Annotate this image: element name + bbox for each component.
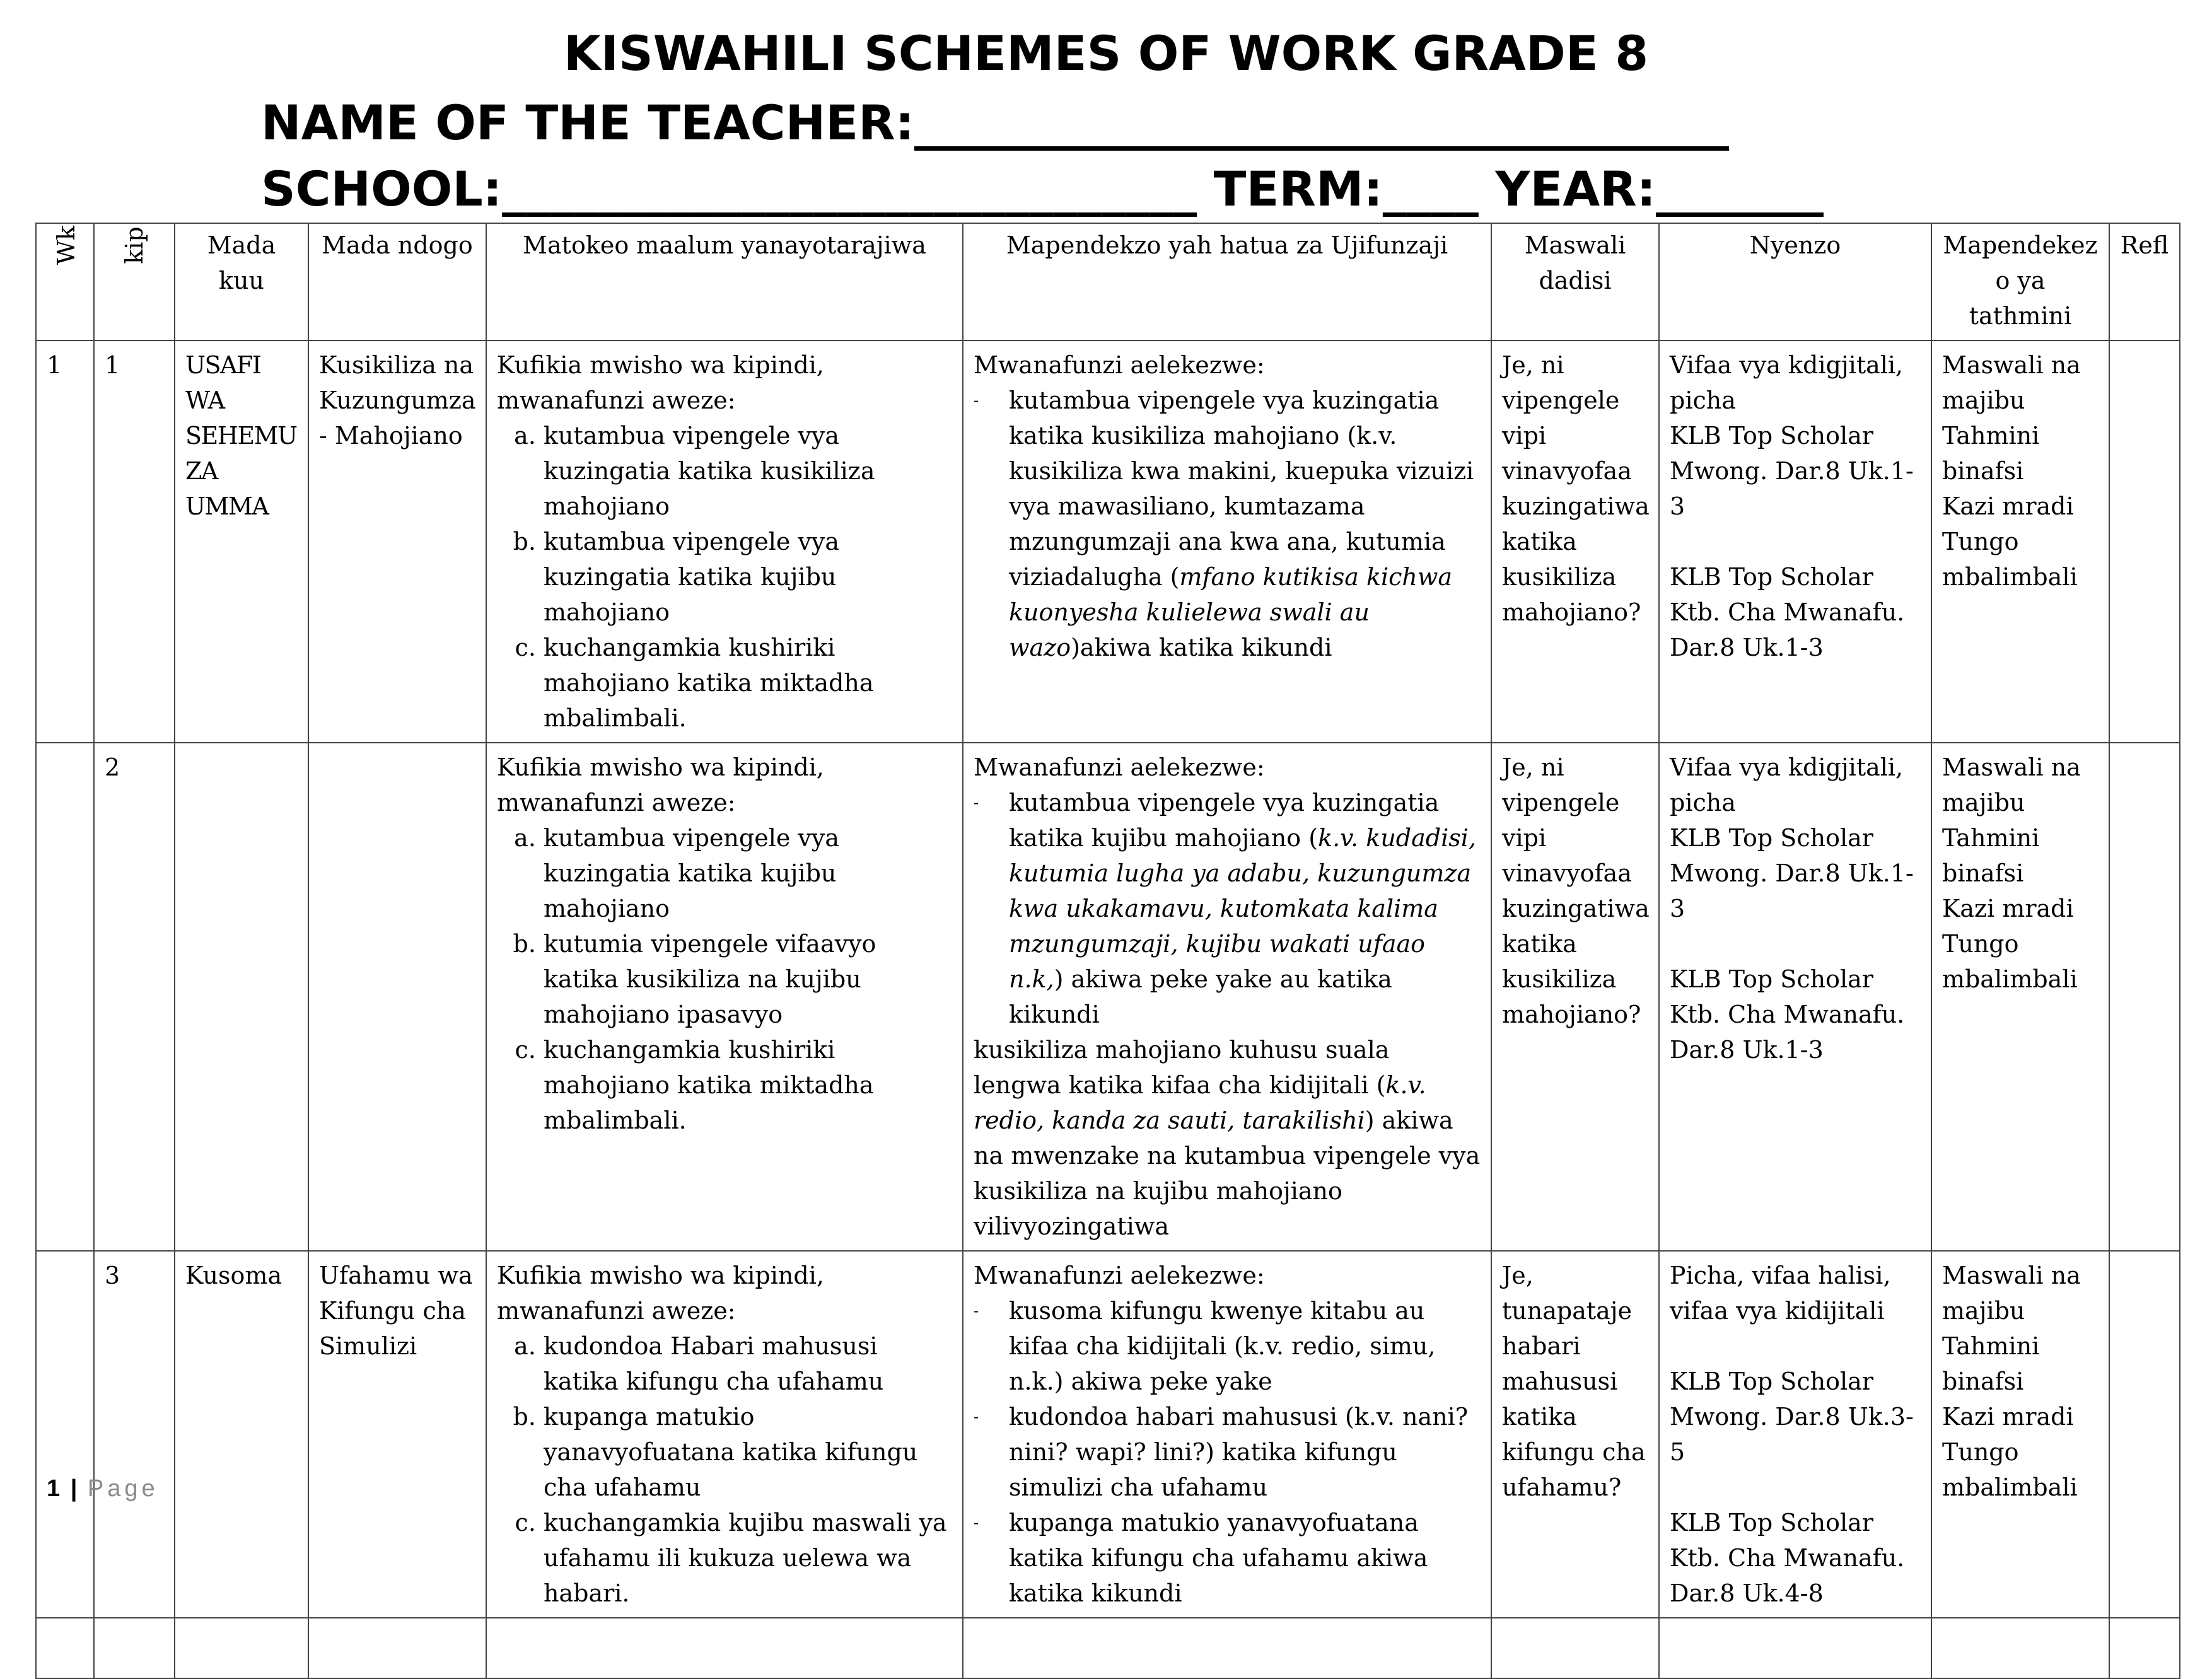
header-matokeo: Matokeo maalum yanayotarajiwa: [486, 223, 963, 340]
empty-cell: [1491, 1618, 1659, 1678]
hatua-paragraph: kusikiliza mahojiano kuhusu suala lengwa katika kifaa cha kidijitali (k.v. redio, kanda za sauti, tarakilishi) akiwa na mwenzake na kutambua vipengele vya kusikiliza na kujibu mahojiano vilivyozingatiwa: [974, 1036, 1481, 1240]
empty-cell: [94, 1618, 175, 1678]
list-item: a. kutambua vipengele vya kuzingatia katika kujibu mahojiano: [544, 820, 952, 926]
nyenzo-item: KLB Top Scholar Ktb. Cha Mwanafu. Dar.8 Uk.1-3: [1670, 563, 1905, 661]
cell-nyenzo: [1659, 340, 1931, 743]
list-item: c. kuchangamkia kujibu maswali ya ufahamu ili kukuza uelewa wa habari.: [544, 1505, 952, 1611]
cell-refl: [2109, 743, 2180, 1251]
matokeo-intro: Kufikia mwisho wa kipindi, mwanafunzi aweze:: [497, 351, 824, 414]
nyenzo-item: KLB Top Scholar Mwong. Dar.8 Uk.1-3: [1670, 824, 1914, 922]
cell-maswali: Je, ni vipengele vipi vinavyofaa kuzingatiwa katika kusikiliza mahojiano?: [1491, 743, 1659, 1251]
empty-cell: [308, 1618, 486, 1678]
tathmini-item: Kazi mradi: [1942, 895, 2074, 922]
cell-refl: [2109, 340, 2180, 743]
nyenzo-item: Vifaa vya kdigjitali, picha: [1670, 351, 1904, 414]
tathmini-item: Tahmini binafsi: [1942, 1332, 2040, 1395]
page-separator: |: [70, 1475, 78, 1502]
cell-wk: [36, 1251, 94, 1618]
list-item: a. kutambua vipengele vya kuzingatia katika kusikiliza mahojiano: [544, 418, 952, 524]
empty-cell: [36, 1618, 94, 1678]
header-nyenzo: Nyenzo: [1659, 223, 1931, 340]
hatua-list: [974, 785, 1481, 1032]
list-item: b. kupanga matukio yanavyofuatana katika kifungu cha ufahamu: [544, 1399, 952, 1505]
document-title: KISWAHILI SCHEMES OF WORK GRADE 8: [563, 25, 1649, 81]
cell-maswali: Je, ni vipengele vipi vinavyofaa kuzingatiwa katika kusikiliza mahojiano?: [1491, 340, 1659, 743]
empty-cell: [1931, 1618, 2109, 1678]
cell-matokeo: [486, 340, 963, 743]
cell-mada-ndogo: Kusikiliza na Kuzungumza - Mahojiano: [308, 340, 486, 743]
empty-cell: [175, 1618, 308, 1678]
cell-maswali: Je, tunapataje habari mahususi katika kifungu cha ufahamu?: [1491, 1251, 1659, 1618]
page-footer: [47, 1475, 159, 1502]
cell-kip: 3: [94, 1251, 175, 1618]
list-item: - kudondoa habari mahususi (k.v. nani? nini? wapi? lini?) katika kifungu simulizi cha ufahamu: [1009, 1399, 1481, 1505]
header-kip: kip: [94, 223, 175, 340]
matokeo-intro: Kufikia mwisho wa kipindi, mwanafunzi aweze:: [497, 753, 824, 816]
tathmini-item: Tahmini binafsi: [1942, 422, 2040, 485]
scheme-of-work-table: [35, 223, 2180, 1679]
table-row: [36, 1251, 2180, 1618]
cell-kip: 2: [94, 743, 175, 1251]
list-item: - kutambua vipengele vya kuzingatia katika kujibu mahojiano (k.v. kudadisi, kutumia lugha ya adabu, kuzungumza kwa ukakamavu, kutomkata kalima mzungumzaji, kujibu wakati ufaao n.k,) akiwa peke yake au katika kikundi: [1009, 785, 1481, 1032]
list-item: - kusoma kifungu kwenye kitabu au kifaa cha kidijitali (k.v. redio, simu, n.k.) akiwa peke yake: [1009, 1293, 1481, 1399]
cell-matokeo: [486, 743, 963, 1251]
table-header-row: [36, 223, 2180, 340]
header-tathmini: Mapendekez o ya tathmini: [1931, 223, 2109, 340]
cell-mada-ndogo: [308, 743, 486, 1251]
hatua-list: [974, 1293, 1481, 1611]
matokeo-list: [497, 418, 952, 736]
list-item: c. kuchangamkia kushiriki mahojiano katika miktadha mbalimbali.: [544, 1032, 952, 1138]
cell-hatua: [963, 1251, 1491, 1618]
cell-tathmini: [1931, 743, 2109, 1251]
hatua-intro: Mwanafunzi aelekezwe:: [974, 1262, 1265, 1289]
header-hatua: Mapendekzo yah hatua za Ujifunzaji: [963, 223, 1491, 340]
list-item: - kupanga matukio yanavyofuatana katika kifungu cha ufahamu akiwa katika kikundi: [1009, 1505, 1481, 1611]
school-term-year-line: SCHOOL:_____________________________ TERM:____ YEAR:_______: [261, 161, 1824, 217]
header-refl: Refl: [2109, 223, 2180, 340]
tathmini-item: Kazi mradi: [1942, 1403, 2074, 1431]
table-row: [36, 340, 2180, 743]
empty-cell: [963, 1618, 1491, 1678]
header-mada-ndogo: Mada ndogo: [308, 223, 486, 340]
cell-hatua: [963, 340, 1491, 743]
tathmini-item: Maswali na majibu: [1942, 1262, 2081, 1325]
table-row: [36, 743, 2180, 1251]
nyenzo-item: KLB Top Scholar Ktb. Cha Mwanafu. Dar.8 Uk.4-8: [1670, 1509, 1905, 1607]
cell-nyenzo: [1659, 743, 1931, 1251]
cell-kip: 1: [94, 340, 175, 743]
page-label: Page: [87, 1475, 159, 1502]
empty-cell: [486, 1618, 963, 1678]
tathmini-item: Maswali na majibu: [1942, 753, 2081, 816]
cell-mada-kuu: USAFI WA SEHEMU ZA UMMA: [175, 340, 308, 743]
tathmini-item: Tungo mbalimbali: [1942, 930, 2078, 993]
hatua-list: [974, 383, 1481, 665]
cell-mada-kuu: Kusoma: [175, 1251, 308, 1618]
header-mada-kuu: Mada kuu: [175, 223, 308, 340]
hatua-intro: Mwanafunzi aelekezwe:: [974, 351, 1265, 379]
cell-tathmini: [1931, 1251, 2109, 1618]
nyenzo-item: KLB Top Scholar Ktb. Cha Mwanafu. Dar.8 Uk.1-3: [1670, 965, 1905, 1064]
nyenzo-item: Vifaa vya kdigjitali, picha: [1670, 753, 1904, 816]
cell-wk: [36, 743, 94, 1251]
tathmini-item: Kazi mradi: [1942, 492, 2074, 520]
cell-wk: 1: [36, 340, 94, 743]
table-row-empty: [36, 1618, 2180, 1678]
hatua-intro: Mwanafunzi aelekezwe:: [974, 753, 1265, 781]
header-wk: Wk: [36, 223, 94, 340]
header-maswali: Maswali dadisi: [1491, 223, 1659, 340]
list-item: a. kudondoa Habari mahususi katika kifungu cha ufahamu: [544, 1328, 952, 1399]
cell-matokeo: [486, 1251, 963, 1618]
tathmini-item: Tungo mbalimbali: [1942, 528, 2078, 591]
empty-cell: [1659, 1618, 1931, 1678]
list-item: b. kutumia vipengele vifaavyo katika kusikiliza na kujibu mahojiano ipasavyo: [544, 926, 952, 1032]
nyenzo-item: KLB Top Scholar Mwong. Dar.8 Uk.1-3: [1670, 422, 1914, 520]
tathmini-item: Maswali na majibu: [1942, 351, 2081, 414]
teacher-name-line: NAME OF THE TEACHER:__________________________________: [261, 95, 1730, 151]
cell-tathmini: [1931, 340, 2109, 743]
cell-mada-ndogo: Ufahamu wa Kifungu cha Simulizi: [308, 1251, 486, 1618]
tathmini-item: Tahmini binafsi: [1942, 824, 2040, 887]
cell-mada-kuu: [175, 743, 308, 1251]
empty-cell: [2109, 1618, 2180, 1678]
cell-nyenzo: [1659, 1251, 1931, 1618]
matokeo-list: [497, 820, 952, 1138]
matokeo-list: [497, 1328, 952, 1611]
nyenzo-item: KLB Top Scholar Mwong. Dar.8 Uk.3-5: [1670, 1368, 1914, 1466]
nyenzo-item: Picha, vifaa halisi, vifaa vya kidijitali: [1670, 1262, 1891, 1325]
cell-hatua: [963, 743, 1491, 1251]
list-item: - kutambua vipengele vya kuzingatia katika kusikiliza mahojiano (k.v. kusikiliza kwa makini, kuepuka vizuizi vya mawasiliano, kumtazama mzungumzaji ana kwa ana, kutumia viziadalugha (mfano kutikisa kichwa kuonyesha kulielewa swali au wazo)akiwa katika kikundi: [1009, 383, 1481, 665]
list-item: c. kuchangamkia kushiriki mahojiano katika miktadha mbalimbali.: [544, 630, 952, 736]
page-number: 1: [47, 1475, 61, 1502]
tathmini-item: Tungo mbalimbali: [1942, 1438, 2078, 1501]
cell-refl: [2109, 1251, 2180, 1618]
list-item: b. kutambua vipengele vya kuzingatia katika kujibu mahojiano: [544, 524, 952, 630]
matokeo-intro: Kufikia mwisho wa kipindi, mwanafunzi aweze:: [497, 1262, 824, 1325]
